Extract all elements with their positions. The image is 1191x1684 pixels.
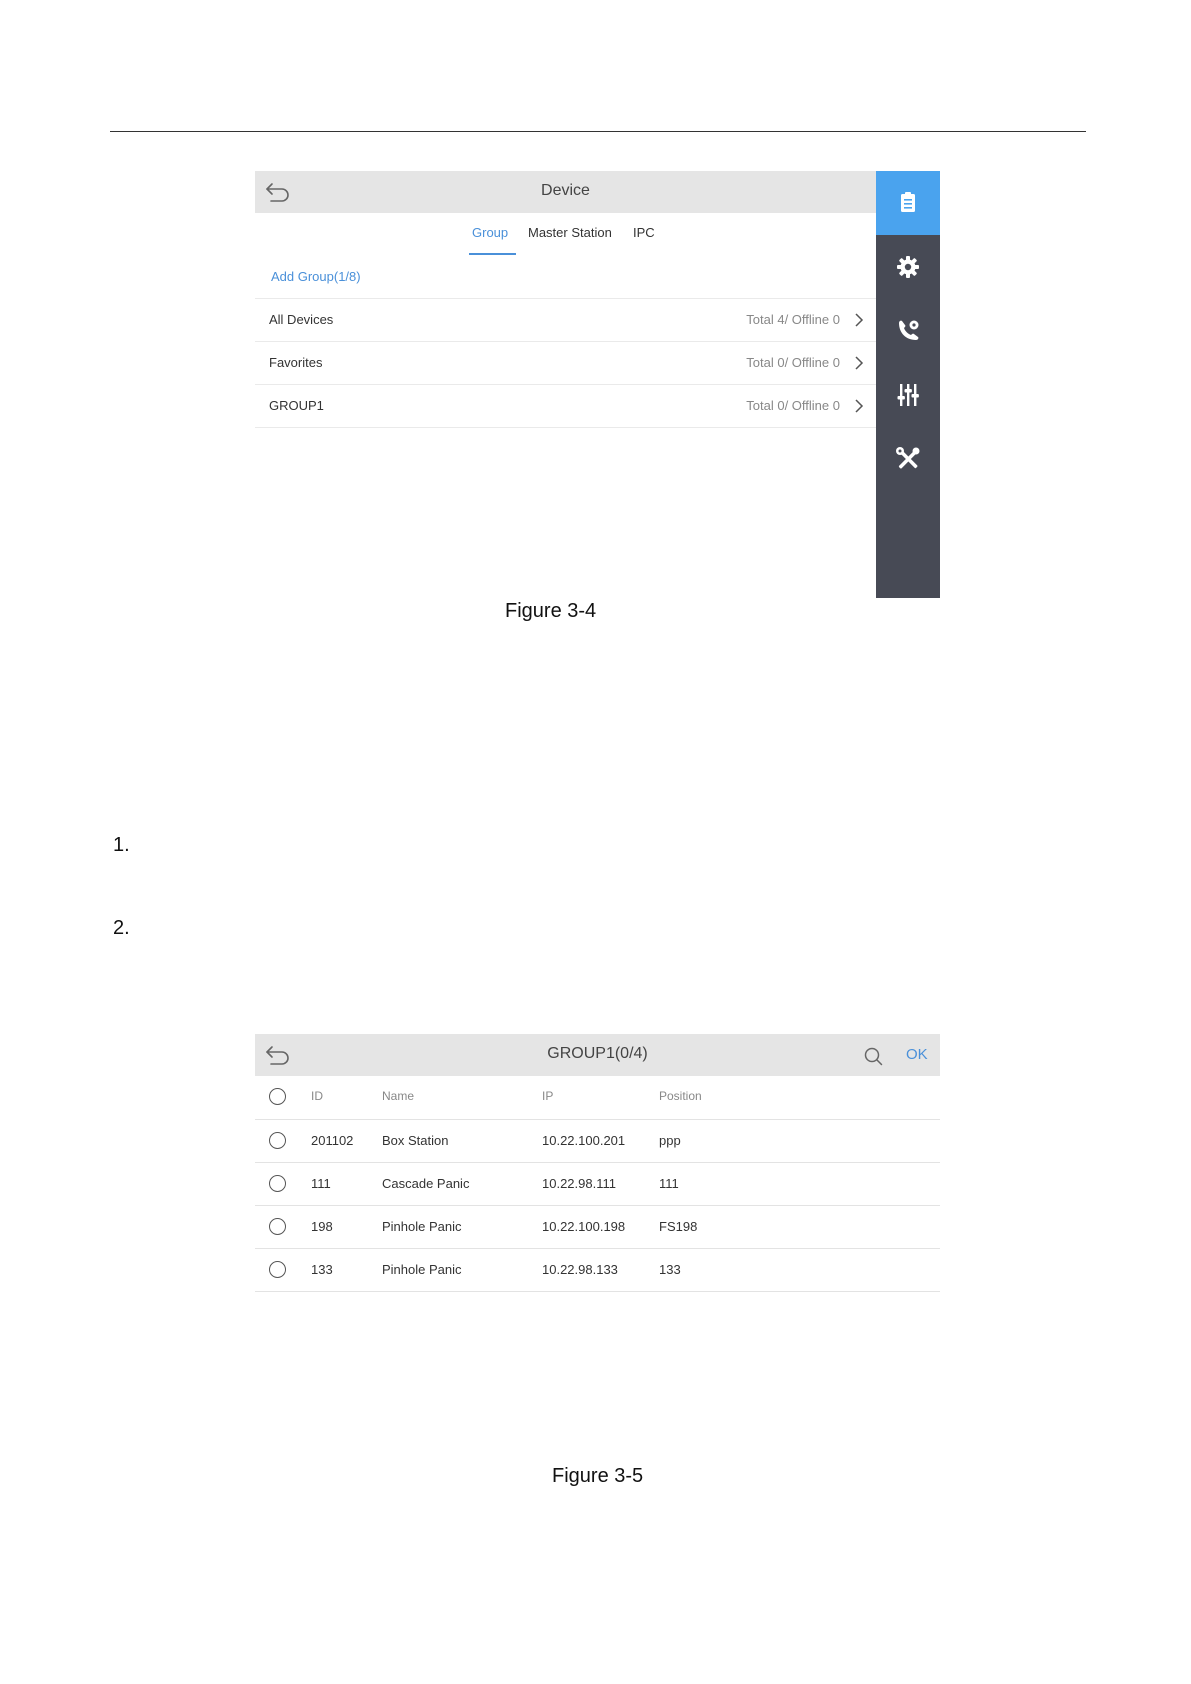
group-members-screen <box>255 1034 940 1290</box>
table-header <box>255 1076 940 1119</box>
call-settings-icon <box>894 317 922 345</box>
row-select-radio[interactable] <box>269 1261 286 1278</box>
sidebar-device-button[interactable] <box>876 171 940 235</box>
sliders-icon <box>894 381 922 409</box>
cell-name: Pinhole Panic <box>382 1219 462 1234</box>
group-status: Total 0/ Offline 0 <box>746 398 840 413</box>
sidebar-settings-button[interactable] <box>876 235 940 299</box>
column-header-position: Position <box>659 1089 702 1103</box>
group-name: GROUP1 <box>269 398 324 413</box>
cell-id: 198 <box>311 1219 333 1234</box>
tab-bar <box>255 225 876 255</box>
step-number: 1. <box>113 834 130 856</box>
cell-position: 111 <box>659 1176 679 1191</box>
column-header-id: ID <box>311 1089 323 1103</box>
settings-gear-icon <box>894 253 922 281</box>
add-group-link[interactable]: Add Group(1/8) <box>271 269 361 284</box>
search-icon[interactable] <box>863 1046 883 1066</box>
cell-ip: 10.22.98.111 <box>542 1176 616 1191</box>
table-row[interactable] <box>255 1119 940 1163</box>
cell-id: 133 <box>311 1262 333 1277</box>
figure-caption: Figure 3-4 <box>505 600 597 622</box>
group-name: Favorites <box>269 355 323 370</box>
tab-master-station[interactable]: Master Station <box>528 225 612 240</box>
page-header-rule <box>110 131 1086 132</box>
chevron-right-icon <box>854 355 864 371</box>
group-name: All Devices <box>269 312 334 327</box>
cell-ip: 10.22.100.201 <box>542 1133 626 1148</box>
chevron-right-icon <box>854 398 864 414</box>
group-topbar <box>255 1034 940 1076</box>
group-status: Total 0/ Offline 0 <box>746 355 840 370</box>
tab-group[interactable]: Group <box>472 225 509 240</box>
figure-caption: Figure 3-5 <box>552 1465 644 1487</box>
device-list-icon <box>894 189 922 217</box>
cell-position: FS198 <box>659 1219 698 1234</box>
sidebar-sliders-button[interactable] <box>876 363 940 427</box>
chevron-right-icon <box>854 312 864 328</box>
sidebar-call-settings-button[interactable] <box>876 299 940 363</box>
ok-button[interactable]: OK <box>906 1046 928 1063</box>
row-select-radio[interactable] <box>269 1132 286 1149</box>
tab-ipc[interactable]: IPC <box>633 225 655 240</box>
cell-id: 201102 <box>311 1133 354 1148</box>
page-title: Device <box>541 182 590 199</box>
active-tab-indicator <box>469 253 516 255</box>
cell-id: 111 <box>311 1176 331 1191</box>
cell-ip: 10.22.100.198 <box>542 1219 626 1234</box>
cell-position: 133 <box>659 1262 681 1277</box>
table-row[interactable] <box>255 1248 940 1292</box>
page-title: GROUP1(0/4) <box>547 1045 648 1062</box>
sidebar <box>876 171 940 598</box>
row-divider <box>255 1291 940 1292</box>
row-divider <box>255 427 876 428</box>
group-row-all-devices[interactable] <box>255 298 876 342</box>
cell-name: Cascade Panic <box>382 1176 470 1191</box>
device-topbar <box>255 171 876 213</box>
group-status: Total 4/ Offline 0 <box>746 312 840 327</box>
tools-icon <box>894 445 922 473</box>
device-screen <box>255 171 940 598</box>
row-select-radio[interactable] <box>269 1175 286 1192</box>
column-header-ip: IP <box>542 1089 554 1103</box>
select-all-radio[interactable] <box>269 1088 286 1105</box>
group-row-group1[interactable] <box>255 384 876 428</box>
cell-position: ppp <box>659 1133 681 1148</box>
cell-ip: 10.22.98.133 <box>542 1262 618 1277</box>
sidebar-tools-button[interactable] <box>876 427 940 491</box>
row-select-radio[interactable] <box>269 1218 286 1235</box>
table-row[interactable] <box>255 1205 940 1249</box>
cell-name: Box Station <box>382 1133 449 1148</box>
table-row[interactable] <box>255 1162 940 1206</box>
group-row-favorites[interactable] <box>255 341 876 385</box>
cell-name: Pinhole Panic <box>382 1262 462 1277</box>
step-number: 2. <box>113 917 130 939</box>
column-header-name: Name <box>382 1089 415 1103</box>
